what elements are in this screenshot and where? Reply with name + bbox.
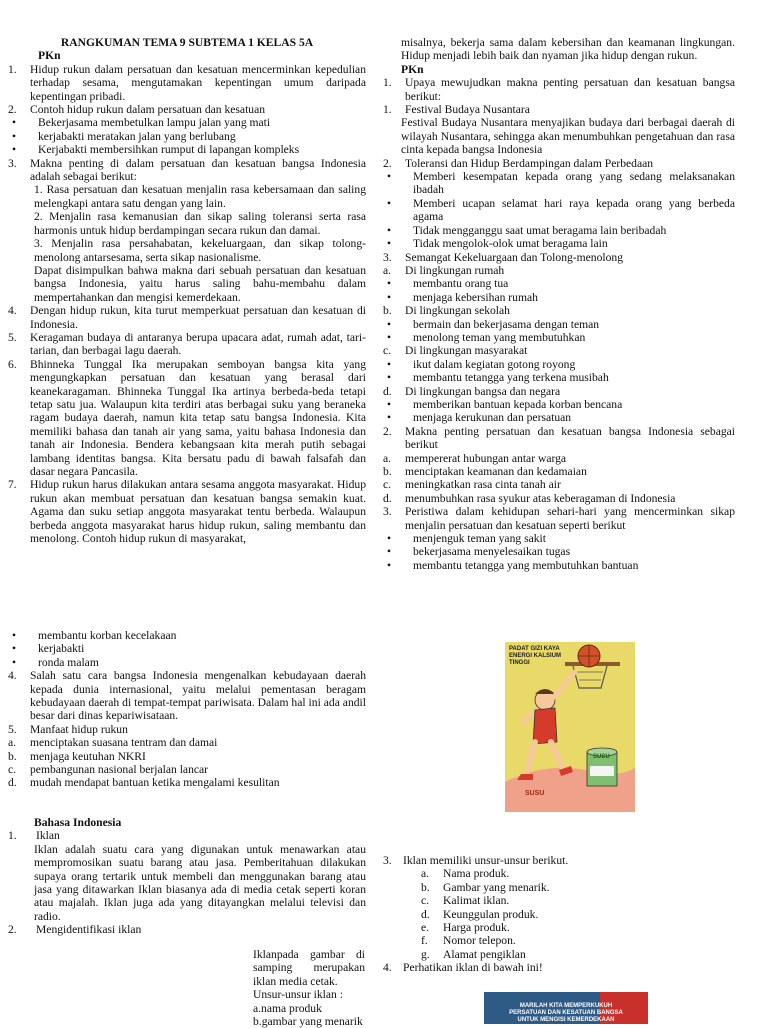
paragraph: 1. Rasa persatuan dan kesatuan menjalin rasa kebersamaan dan saling melengkapi antara satu dengan yang lain. — [34, 183, 366, 210]
basketball-kid-icon — [505, 642, 635, 812]
list-item: a. mempererat hubungan antar warga — [383, 451, 567, 465]
list-item: 1. Hidup rukun dalam persatuan dan kesatuan mencerminkan kepedulian terhadap sesama, mengutamakan kepentingan umum daripada kepentingan pribadi. — [8, 62, 366, 103]
list-item: b. Di lingkungan sekolah — [383, 304, 510, 318]
banner-line-1: MARILAH KITA MEMPERKUKUH — [519, 1003, 613, 1009]
list-item: 3. Peristiwa dalam kehidupan sehari-hari yang mencerminkan sikap menjalin persatuan dan kesatuan seperti berikut — [383, 505, 735, 532]
floor-label: SUSU — [525, 790, 545, 797]
milk-ad-illustration — [505, 642, 635, 812]
bahasa-section — [8, 816, 366, 937]
list-item: b. Gambar yang menarik. — [421, 880, 550, 894]
list-item: • membantu tetangga yang membutuhkan bantuan — [387, 558, 639, 572]
list-item: • Kerjabakti membersihkan rumput di lapangan kompleks — [12, 143, 300, 157]
paragraph: Dapat disimpulkan bahwa makna dari sebuah persatuan dan kesatuan bangsa Indonesia, yaitu harus saling bahu-membahu dalam mempertahankan dan mengisi kemerdekaan. — [34, 263, 366, 304]
right-column-bottom — [383, 854, 735, 975]
list-item: • bermain dan bekerjasama dengan teman — [387, 317, 600, 331]
list-item: • menjenguk teman yang sakit — [387, 532, 546, 546]
list-item: • menjaga kebersihan rumah — [387, 290, 538, 304]
list-item: • Tidak mengganggu saat umat beragama lain beribadah — [387, 223, 667, 237]
list-item: • ronda malam — [12, 655, 99, 669]
list-item: 2. Makna penting persatuan dan kesatuan bangsa Indonesia sebagai berikut — [383, 424, 735, 452]
list-item: • menjaga kerukunan dan persatuan — [387, 411, 572, 425]
list-item: e. Harga produk. — [421, 921, 510, 935]
list-item: d. mudah mendapat bantuan ketika mengalami kesulitan — [8, 776, 280, 790]
list-item: 2. Toleransi dan Hidup Berdampingan dalam Perbedaan — [383, 156, 654, 170]
pkn-heading: PKn — [38, 49, 61, 63]
list-item: 5. Manfaat hidup rukun — [8, 722, 128, 736]
list-item: • membantu korban kecelakaan — [12, 629, 177, 642]
list-item: • Bekerjasama membetulkan lampu jalan yang mati — [12, 116, 271, 130]
banner-line-2: PERSATUAN DAN KESATUAN BANGSA — [509, 1010, 623, 1016]
list-item: 4. Salah satu cara bangsa Indonesia mengenalkan kebudayaan daerah kepada dunia internasional, yaitu melalui pementasan beragam kebudayaan daerah di tempat-tempat pariwisata. Dalam hal ini ada andil besar dari dinas kepariwisataan. — [8, 669, 366, 723]
paragraph: Festival Budaya Nusantara menyajikan budaya dari berbagai daerah di wilayah Nusantara, sehingga akan menumbuhkan pengetahuan dan rasa cinta kepada bangsa Indonesia — [401, 116, 735, 157]
list-item: f. Nomor telepon. — [421, 934, 516, 948]
list-item: 1. Iklan — [8, 829, 60, 843]
list-item: g. Alamat pengiklan — [421, 947, 526, 961]
text-line: b.gambar yang menarik — [253, 1015, 363, 1028]
list-item: • Tidak mengolok-olok umat beragama lain — [387, 237, 608, 251]
can-label: SUSU — [593, 754, 610, 760]
list-item: b. menciptakan keamanan dan kedamaian — [383, 465, 587, 478]
text-line: Unsur-unsur iklan : — [253, 988, 343, 1002]
list-item: • kerjabakti — [12, 642, 85, 656]
page-title: RANGKUMAN TEMA 9 SUBTEMA 1 KELAS 5A — [60, 36, 314, 49]
list-item: • memberikan bantuan kepada korban bencana — [387, 397, 623, 411]
list-item: 2. Contoh hidup rukun dalam persatuan dan kesatuan — [8, 103, 266, 117]
paragraph: Iklan adalah suatu cara yang digunakan untuk menawarkan atau mempromosikan suatu barang atau jasa. Pemberitahuan dilakukan supaya orang tertarik untuk membeli dan menggunakan barang atau jasa yang ditawarkan Iklan biasanya ada di media cetak seperti koran atau majalah. Iklan juga ada yang ditayangkan melalui televisi dan radio. — [34, 842, 366, 923]
list-item: c. Kalimat iklan. — [421, 894, 510, 908]
left-column-mid — [8, 629, 366, 790]
list-item: c. meningkatkan rasa cinta tanah air — [383, 478, 561, 492]
list-item: 7. Hidup rukun harus dilakukan antara sesama anggota masyarakat. Hidup rukun akan membuat persatuan dan kesatuan bangsa semakin kuat. Agama dan suku setiap anggota masyarakat tentu berbeda. Walaupun berbeda anggota masyarakat harus hidup rukun, saling membantu dan menolong. Contoh hidup rukun di masyarakat, — [8, 478, 366, 546]
list-item: • bekerjasama menyelesaikan tugas — [387, 545, 571, 559]
paragraph: 3. Menjalin rasa persahabatan, kekeluargaan, dan sikap tolong-menolong antarsesama, serta sikap nasionalisme. — [34, 237, 366, 264]
list-item: d. Keunggulan produk. — [421, 907, 539, 921]
list-item: d. menumbuhkan rasa syukur atas keberagaman di Indonesia — [383, 491, 676, 505]
list-item: 3. Makna penting di dalam persatuan dan kesatuan bangsa Indonesia adalah sebagai berikut: — [8, 156, 366, 184]
list-item: 3. Semangat Kekeluargaan dan Tolong-menolong — [383, 250, 624, 264]
list-item: 3. Iklan memiliki unsur-unsur berikut. — [383, 854, 569, 867]
paragraph: Iklanpada gambar di samping merupakan iklan media cetak. — [253, 948, 365, 988]
left-mid-list — [8, 629, 366, 790]
list-item: a. menciptakan suasana tentram dan damai — [8, 736, 218, 750]
pkn-heading-right: PKn — [401, 62, 424, 76]
list-item: b. menjaga keutuhan NKRI — [8, 749, 146, 763]
text-line: a.nama produk — [253, 1001, 322, 1015]
list-item: a. Nama produk. — [421, 867, 510, 881]
iklan-unsur-list — [383, 867, 735, 961]
ad-caption: PADAT GIZI KAYA ENERGI KALSIUM TINGGI — [509, 646, 562, 666]
list-item: 1. Upaya mewujudkan makna penting persatuan dan kesatuan bangsa berikut: — [383, 76, 735, 103]
paragraph: 2. Menjalin rasa kemanusian dan sikap saling toleransi serta rasa harmonis untuk hidup berdampingan secara rukun dan damai. — [34, 210, 366, 237]
list-item: • membantu tetangga yang terkena musibah — [387, 371, 609, 385]
list-item: • Memberi ucapan selamat hari raya kepada orang yang berbeda agama — [387, 196, 735, 224]
list-item: a. Di lingkungan rumah — [383, 263, 505, 277]
list-item: • menolong teman yang membutuhkan — [387, 330, 586, 344]
list-item: c. Di lingkungan masyarakat — [383, 344, 528, 358]
left-column-top — [8, 36, 366, 545]
list-item: • membantu orang tua — [387, 277, 509, 291]
banner-line-3: UNTUK MENGISI KEMERDEKAAN — [517, 1017, 615, 1023]
list-item: • kerjabakti meratakan jalan yang berlubang — [12, 129, 236, 143]
list-item: 4. Dengan hidup rukun, kita turut memperkuat persatuan dan kesatuan di Indonesia. — [8, 304, 366, 331]
list-item: c. pembangunan nasional berjalan lancar — [8, 763, 209, 777]
bahasa-side-text — [253, 948, 365, 1028]
list-item: 6. Bhinneka Tunggal Ika merupakan semboyan bangsa kita yang mengungkapkan persatuan dan kesatuan yang berasal dari keanekaragaman. Bhinneka Tunggal Ika artinya berbeda-beda tetapi tetap satu jua. Walaupun kita terdiri atas berbagai suku yang beraneka ragam budaya daerah, namun kita tetap satu bangsa Indonesia. Kita memiliki bahasa dan tanah air yang sama, yaitu bahasa Indonesia dan tanah air Indonesia. Bendera kebangsaan kita merah putih sebagai lambang identitas bangsa. Kita bersatu padu di bawah falsafah dan dasar negara Pancasila. — [8, 357, 366, 478]
list-item: • Memberi kesempatan kepada orang yang sedang melaksanakan ibadah — [387, 170, 735, 197]
bahasa-heading: Bahasa Indonesia — [34, 816, 122, 829]
list-item: • ikut dalam kegiatan gotong royong — [387, 357, 576, 371]
persatuan-banner — [484, 992, 648, 1024]
list-item: 1. Festival Budaya Nusantara — [383, 103, 530, 117]
list-item: 2. Mengidentifikasi iklan — [8, 923, 142, 937]
list-item: 5. Keragaman budaya di antaranya berupa upacara adat, rumah adat, tari-tarian, dan berbagai lagu daerah. — [8, 330, 366, 358]
right-top-list — [383, 157, 735, 573]
paragraph: misalnya, bekerja sama dalam kebersihan dan keamanan lingkungan. Hidup menjadi lebih baik dan nyaman jika hidup dengan rukun. — [401, 36, 735, 63]
list-item: d. Di lingkungan bangsa dan negara — [383, 384, 561, 398]
right-column-top — [383, 36, 735, 572]
list-item: 4. Perhatikan iklan di bawah ini! — [383, 961, 543, 975]
